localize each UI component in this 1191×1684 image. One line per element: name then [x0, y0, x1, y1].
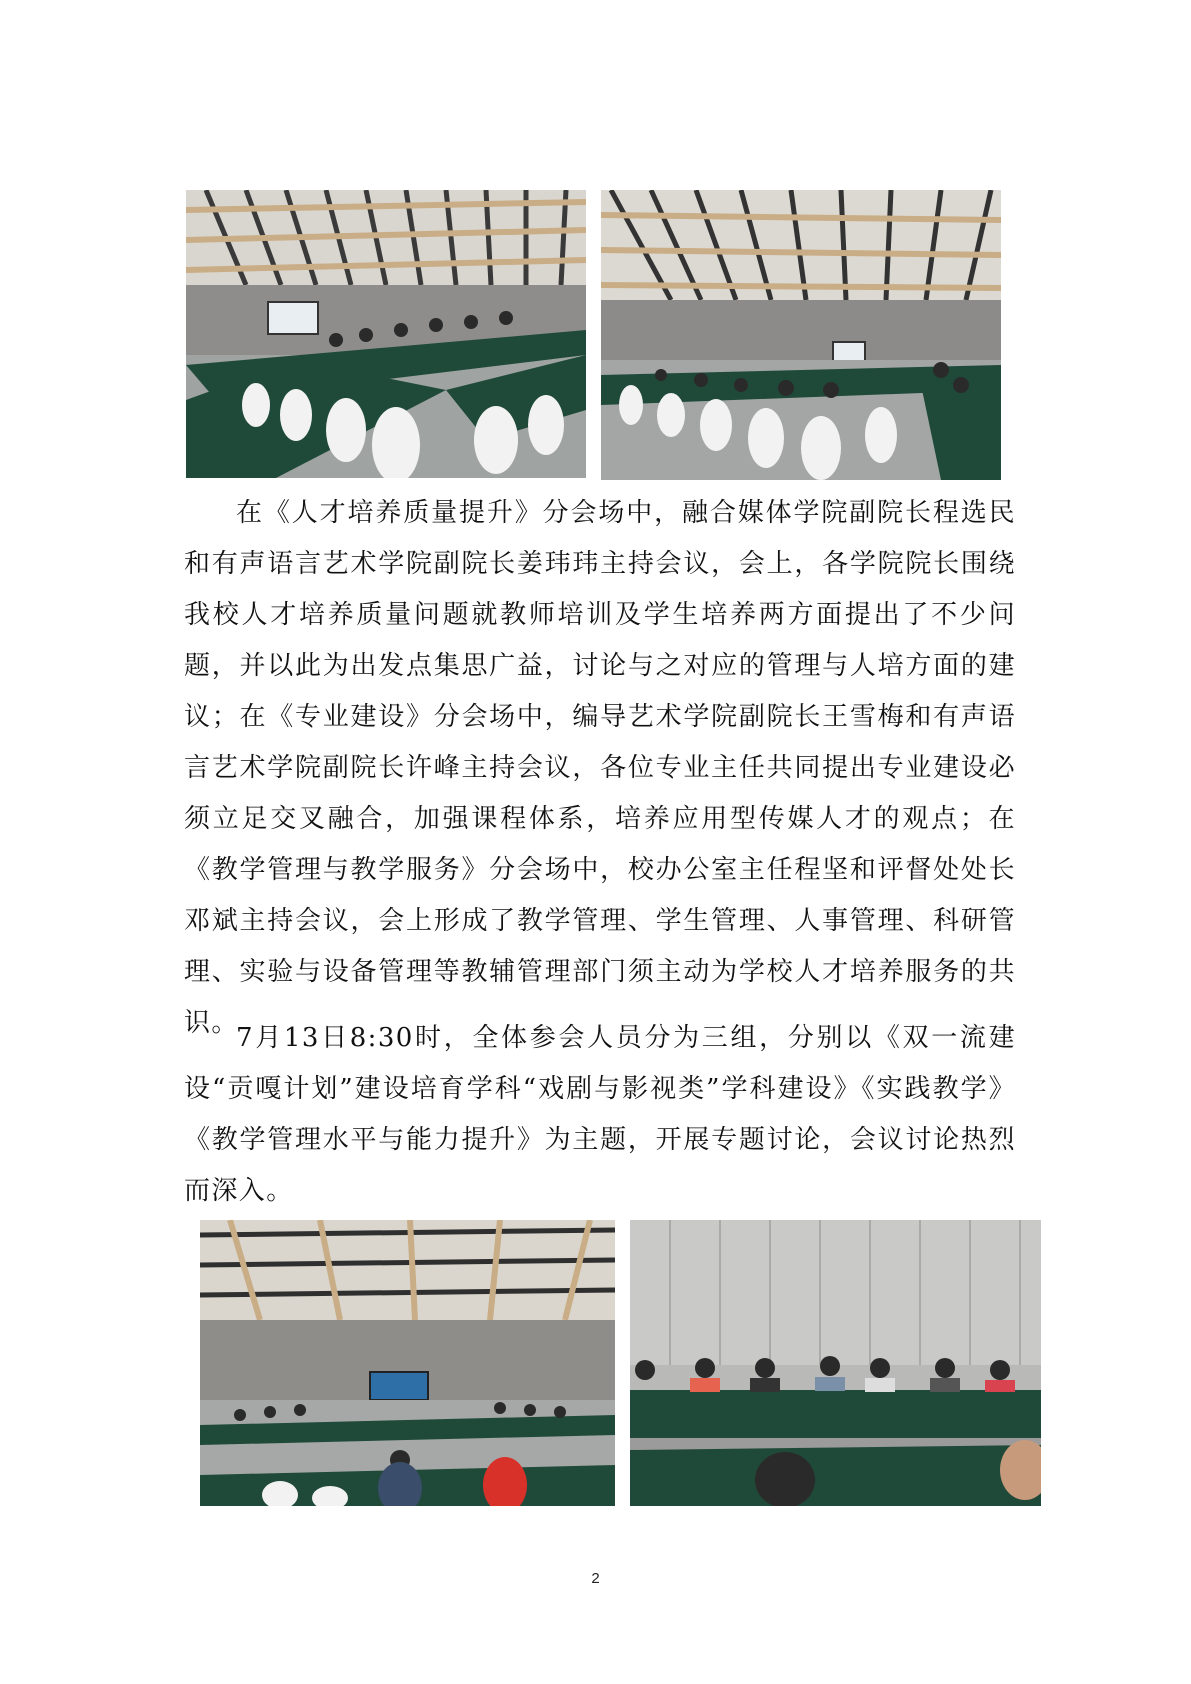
- meeting-photo-3: [200, 1220, 615, 1506]
- body-text-1: [184, 488, 1016, 1049]
- meeting-photo-2: [601, 190, 1001, 480]
- paragraph-1: 在《人才培养质量提升》分会场中，融合媒体学院副院长程选民和有声语言艺术学院副院长姜玮玮主持会议，会上，各学院院长围绕我校人才培养质量问题就教师培训及学生培养两方面提出了不少问题，并以此为出发点集思广益，讨论与之对应的管理与人培方面的建议；在《专业建设》分会场中，编导艺术学院副院长王雪梅和有声语言艺术学院副院长许峰主持会议，各位专业主任共同提出专业建设必须立足交叉融合，加强课程体系，培养应用型传媒人才的观点；在《教学管理与教学服务》分会场中，校办公室主任程坚和评督处处长邓斌主持会议，会上形成了教学管理、学生管理、人事管理、科研管理、实验与设备管理等教辅管理部门须主动为学校人才培养服务的共识。: [184, 498, 1016, 1038]
- paragraph-2: 7月13日8:30时，全体参会人员分为三组，分别以《双一流建设“贡嘎计划”建设培育学科“戏剧与影视类”学科建设》《实践教学》《教学管理水平与能力提升》为主题，开展专题讨论，会议讨论热烈而深入。: [184, 1023, 1016, 1206]
- meeting-photo-1: [186, 190, 586, 478]
- page-number: 2: [591, 1570, 600, 1587]
- meeting-photo-4: [630, 1220, 1041, 1506]
- body-text-2: [184, 1013, 1016, 1217]
